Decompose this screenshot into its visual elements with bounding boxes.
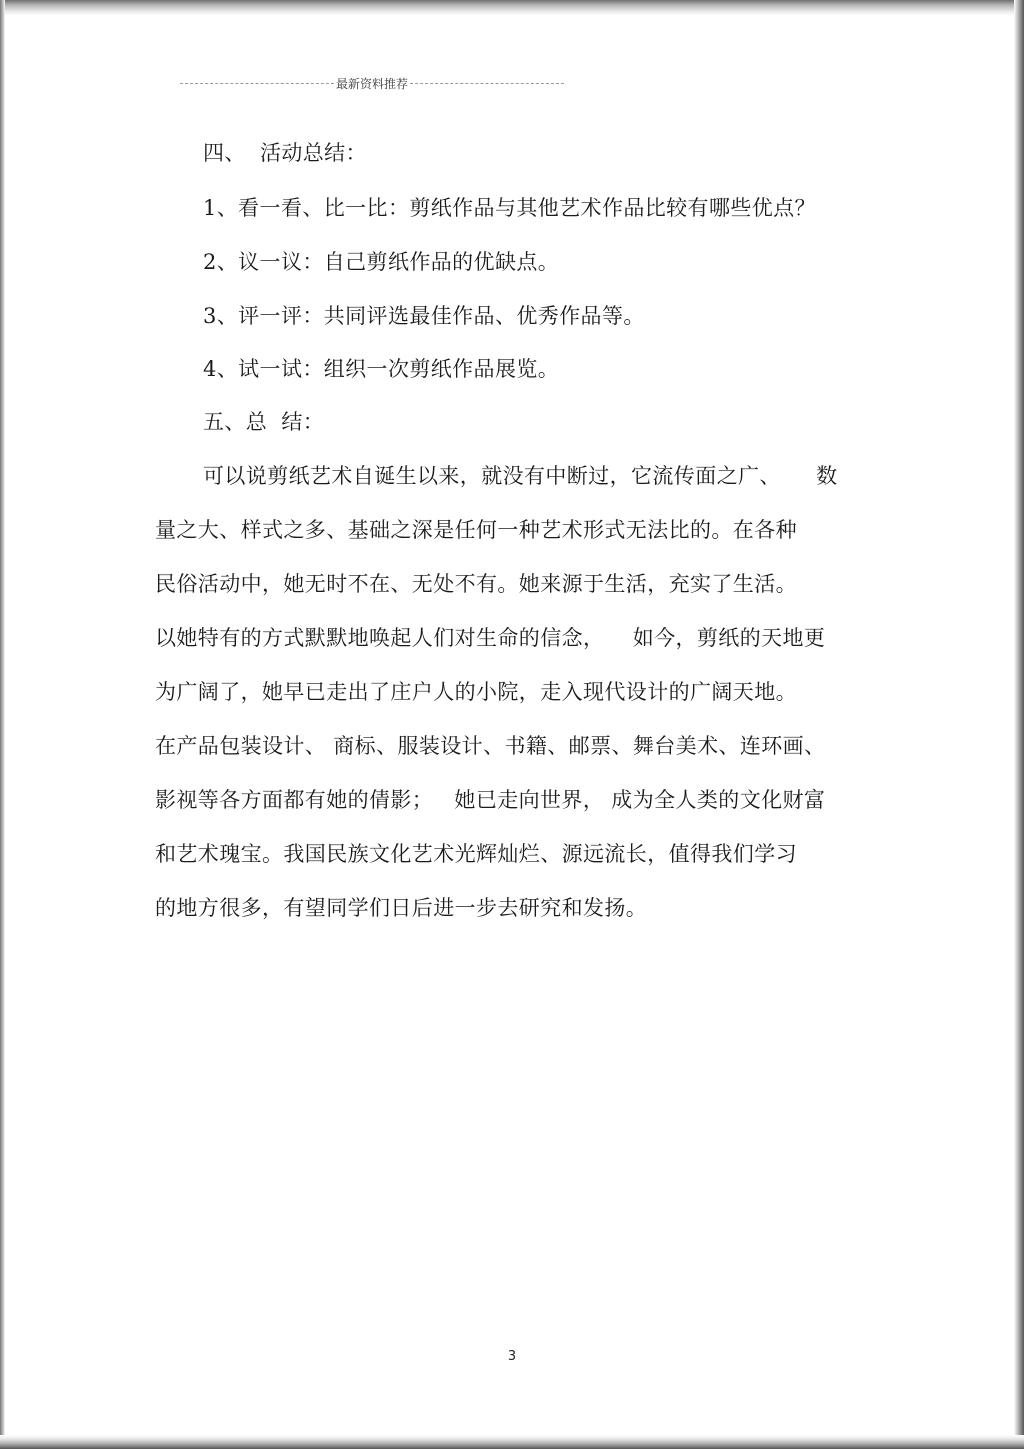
paragraph-line: 量之大、样式之多、基础之深是任何一种艺术形式无法比的。在各种 [155,518,797,542]
paragraph-line: 可以说剪纸艺术自诞生以来，就没有中断过，它流传面之广、 数 [203,464,838,488]
scan-edge-left [0,0,5,1449]
paragraph-line: 为广阔了，她早已走出了庄户人的小院，走入现代设计的广阔天地。 [155,680,797,704]
paragraph-line: 在产品包装设计、 商标、服装设计、书籍、邮票、舞台美术、连环画、 [155,734,826,758]
header-rule-left [180,83,334,84]
section-4-item: 1、看一看、比一比：剪纸作品与其他艺术作品比较有哪些优点？ [203,196,816,220]
section-5-heading: 五、总 结： [203,410,325,434]
scan-edge-bottom [0,1435,1024,1449]
paragraph-line: 影视等各方面都有她的倩影； 她已走向世界， 成为全人类的文化财富 [155,788,826,812]
page-header [180,74,564,92]
scan-edge-right [1014,0,1024,1449]
section-4-item: 4、试一试：组织一次剪纸作品展览。 [203,357,560,381]
section-4-item: 2、议一议：自己剪纸作品的优缺点。 [203,250,560,274]
scan-edge-top [0,0,1024,16]
paragraph-line: 民俗活动中，她无时不在、无处不有。她来源于生活，充实了生活。 [155,572,797,596]
section-4-heading: 四、 活动总结： [203,141,367,165]
paragraph-line: 以她特有的方式默默地唤起人们对生命的信念， 如今，剪纸的天地更 [155,626,826,650]
paragraph-line: 的地方很多，有望同学们日后进一步去研究和发扬。 [155,896,648,920]
page-number: 3 [507,1349,517,1364]
paragraph-line: 和艺术瑰宝。我国民族文化艺术光辉灿烂、源远流长，值得我们学习 [155,842,797,866]
header-text: 最新资料推荐 [336,76,409,91]
section-4-item: 3、评一评：共同评选最佳作品、优秀作品等。 [203,304,645,328]
header-rule-right [410,83,564,84]
